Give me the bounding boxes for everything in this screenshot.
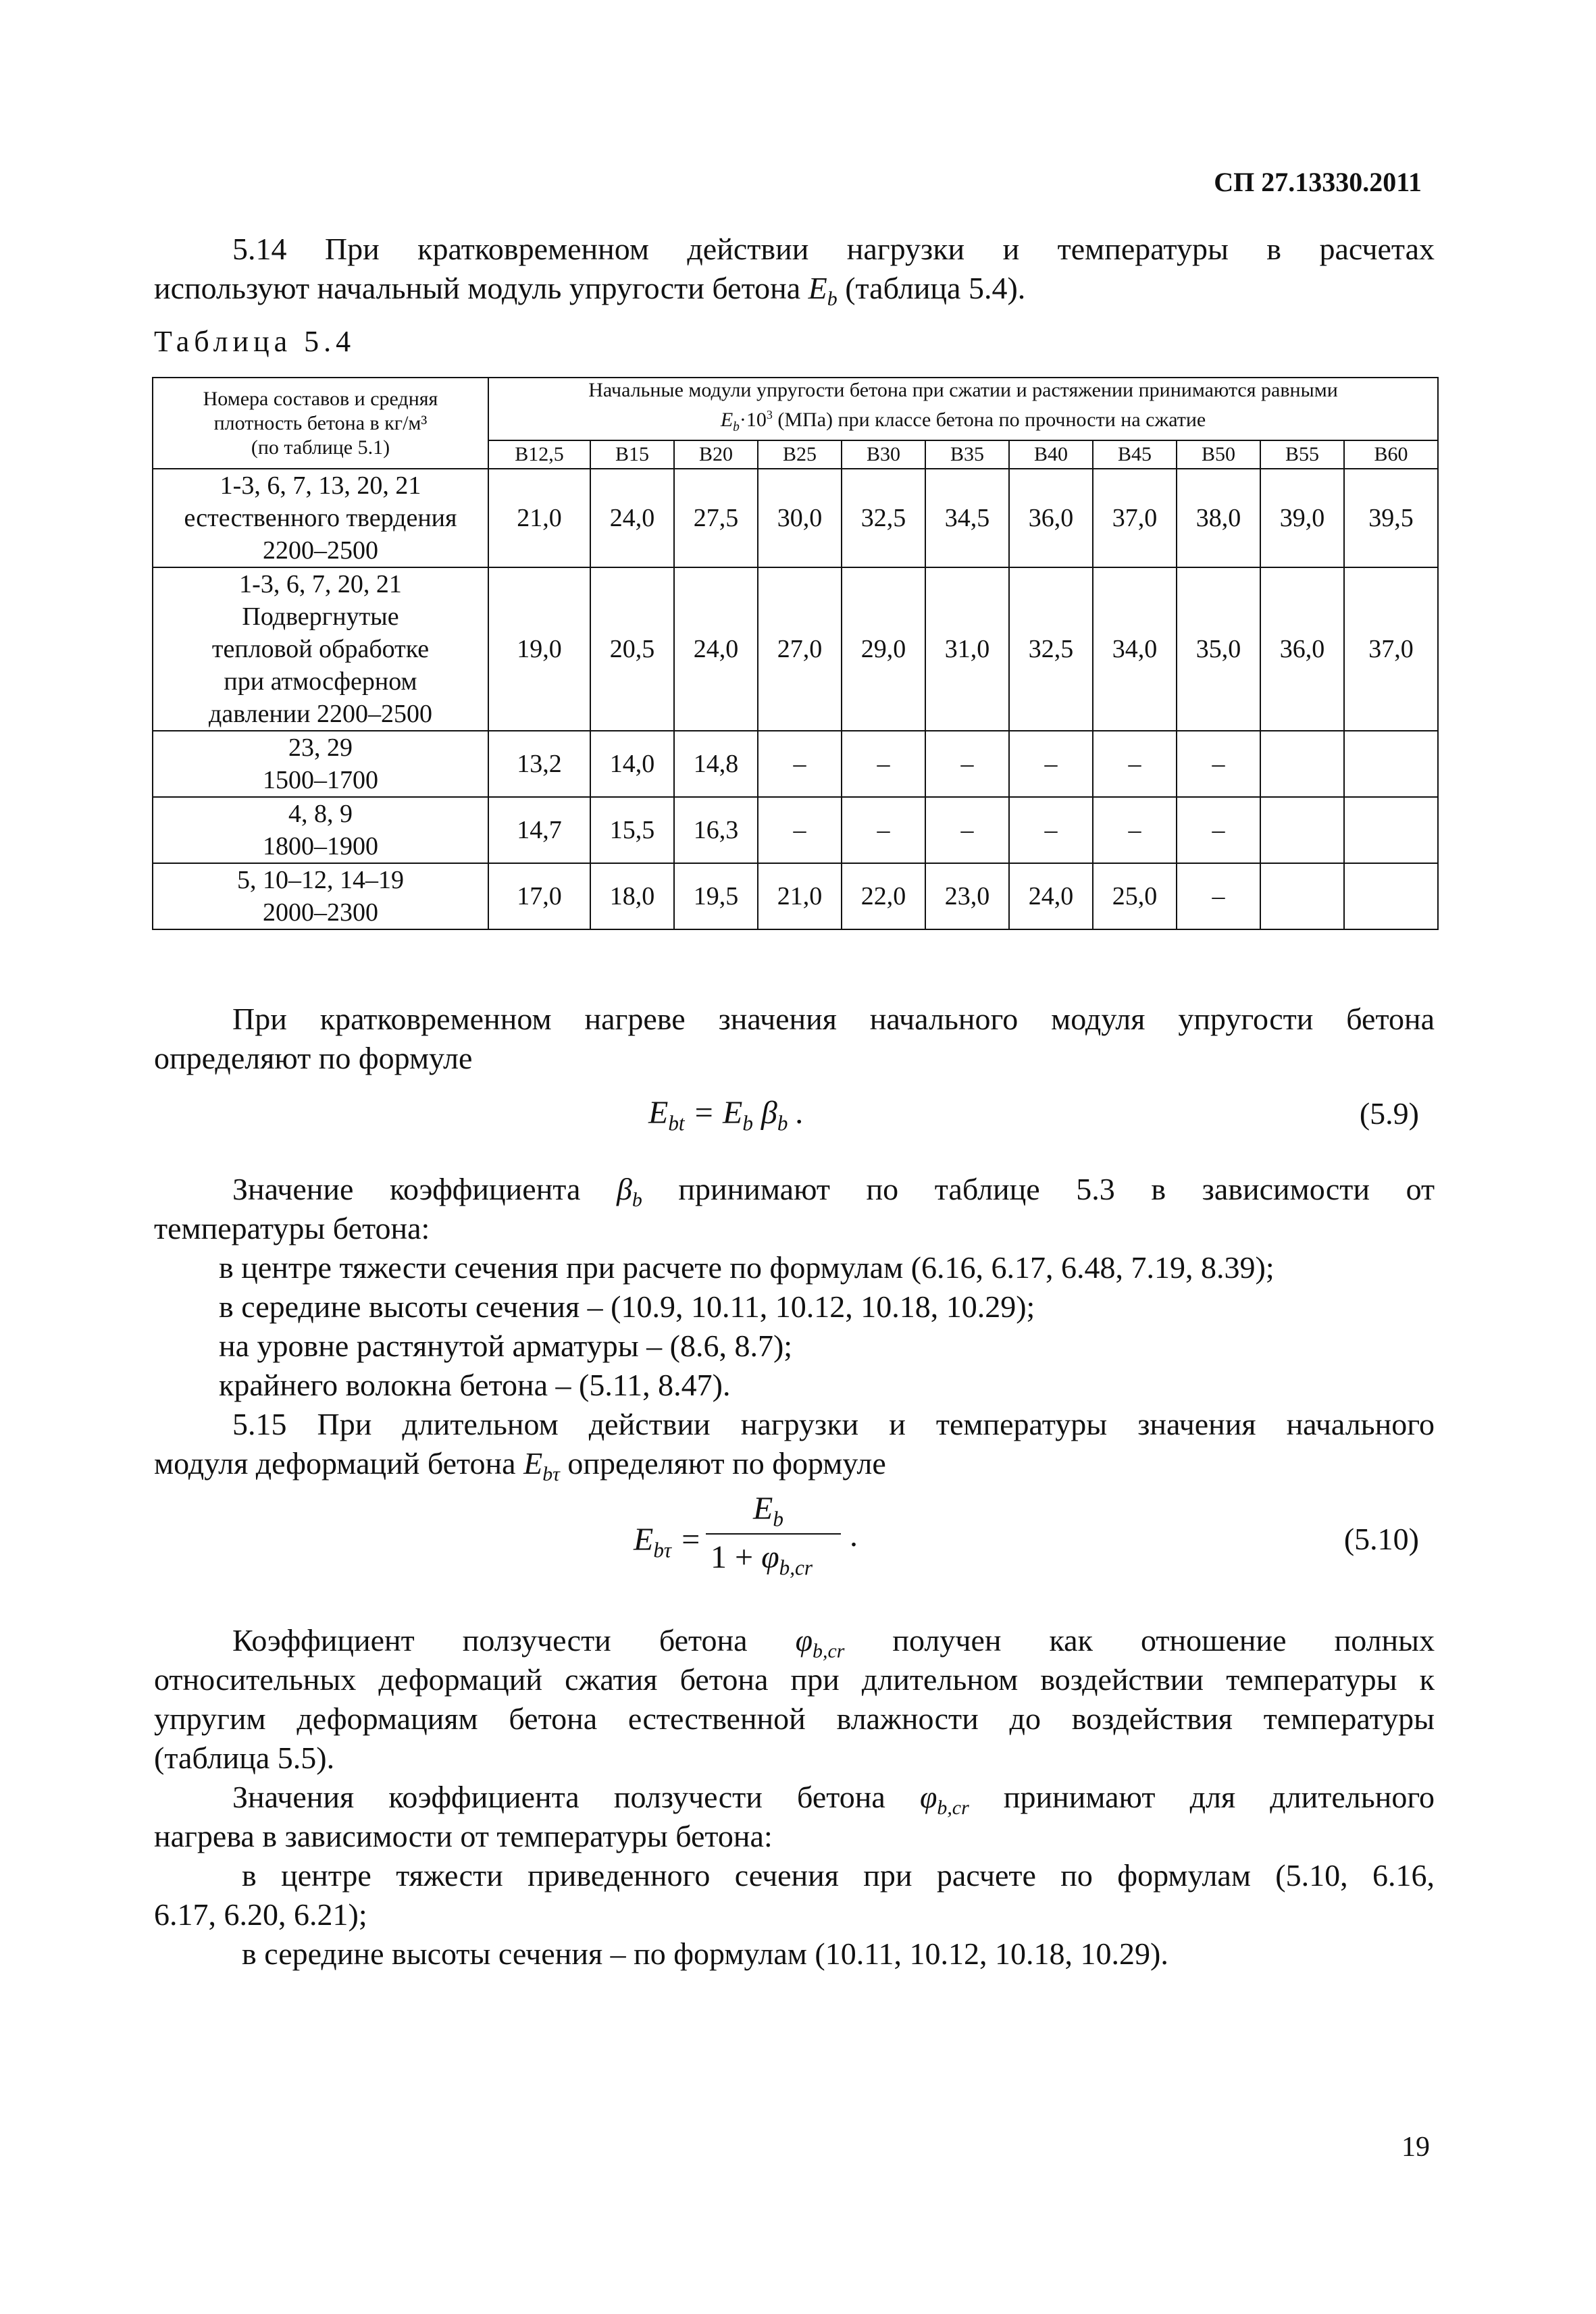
modulus-value-cell: 21,0	[488, 469, 590, 567]
section-5-15-line-2: модуля деформаций бетона $E_{b\tau}$ определяют по формуле	[154, 1446, 886, 1486]
modulus-value-cell: 31,0	[925, 567, 1009, 731]
modulus-value-cell: 38,0	[1177, 469, 1260, 567]
table-header-modulus: Начальные модули упругости бетона при сжатии и растяжении принимаются равными $E_b\cdot 10^3$ (МПа) при классе бетона по прочности на сжатие	[488, 378, 1438, 440]
modulus-value-cell	[1260, 863, 1344, 929]
beta-item-2: в середине высоты сечения – (10.9, 10.11, 10.12, 10.18, 10.29);	[219, 1289, 1035, 1324]
modulus-value-cell	[1260, 731, 1344, 797]
creep-item-1-line-2: 6.17, 6.20, 6.21);	[154, 1897, 367, 1932]
formula-5-10-number: (5.10)	[1343, 1522, 1419, 1556]
modulus-value-cell	[1260, 797, 1344, 863]
modulus-value-cell: 34,0	[1093, 567, 1177, 731]
modulus-value-cell: 37,0	[1344, 567, 1438, 731]
table-caption: Таблица 5.4	[154, 325, 356, 358]
formula-5-9-number: (5.9)	[1359, 1096, 1419, 1131]
modulus-value-cell: –	[1177, 863, 1260, 929]
modulus-value-cell: –	[1009, 731, 1093, 797]
para-heat-line-2: определяют по формуле	[154, 1041, 473, 1075]
row-label: 5, 10–12, 14–19 2000–2300	[153, 863, 488, 929]
modulus-value-cell: 39,5	[1344, 469, 1438, 567]
modulus-value-cell: 23,0	[925, 863, 1009, 929]
modulus-value-cell: 24,0	[674, 567, 758, 731]
modulus-value-cell: –	[1177, 731, 1260, 797]
table-row	[153, 731, 1438, 797]
concrete-class-header: B35	[925, 440, 1009, 469]
concrete-class-header: B20	[674, 440, 758, 469]
modulus-value-cell: –	[1177, 797, 1260, 863]
modulus-value-cell: 15,5	[590, 797, 674, 863]
modulus-value-cell: 22,0	[842, 863, 925, 929]
para-creep-line-2: относительных деформаций сжатия бетона при длительном воздействии температуры к	[154, 1662, 1435, 1697]
modulus-value-cell: 20,5	[590, 567, 674, 731]
creep-item-2: в середине высоты сечения – по формулам (10.11, 10.12, 10.18, 10.29).	[242, 1936, 1168, 1971]
creep-item-1-line-1: в центре тяжести приведенного сечения при расчете по формулам (5.10, 6.16,	[242, 1858, 1435, 1893]
section-5-14-line-2: используют начальный модуль упругости бетона $E_b$ (таблица 5.4).	[154, 271, 1026, 311]
modulus-value-cell: 24,0	[590, 469, 674, 567]
beta-item-1: в центре тяжести сечения при расчете по формулам (6.16, 6.17, 6.48, 7.19, 8.39);	[219, 1250, 1275, 1285]
para-creep-values-line-2: нагрева в зависимости от температуры бетона:	[154, 1819, 773, 1853]
modulus-value-cell: 36,0	[1009, 469, 1093, 567]
modulus-value-cell: 16,3	[674, 797, 758, 863]
modulus-value-cell: 37,0	[1093, 469, 1177, 567]
concrete-class-header: B40	[1009, 440, 1093, 469]
modulus-value-cell: 14,0	[590, 731, 674, 797]
modulus-value-cell: –	[758, 797, 842, 863]
para-beta-line-1: Значение коэффициента $\beta_b$ принимают по таблице 5.3 в зависимости от	[232, 1172, 1435, 1212]
row-label: 1-3, 6, 7, 20, 21 Подвергнутые тепловой обработке при атмосферном давлении 2200–2500	[153, 567, 488, 731]
modulus-value-cell: –	[758, 731, 842, 797]
elastic-modulus-table	[152, 377, 1439, 930]
para-creep-line-3: упругим деформациям бетона естественной влажности до воздействия температуры	[154, 1701, 1435, 1736]
concrete-class-header: B12,5	[488, 440, 590, 469]
concrete-class-header: B25	[758, 440, 842, 469]
modulus-value-cell: 19,0	[488, 567, 590, 731]
modulus-value-cell: 14,7	[488, 797, 590, 863]
concrete-class-header: B45	[1093, 440, 1177, 469]
table-row	[153, 863, 1438, 929]
modulus-value-cell	[1344, 863, 1438, 929]
fraction-bar	[706, 1533, 841, 1535]
row-label: 23, 29 1500–1700	[153, 731, 488, 797]
modulus-value-cell: 35,0	[1177, 567, 1260, 731]
modulus-value-cell: 32,5	[1009, 567, 1093, 731]
modulus-value-cell: 32,5	[842, 469, 925, 567]
modulus-value-cell: 30,0	[758, 469, 842, 567]
page-number: 19	[1401, 2132, 1430, 2163]
modulus-value-cell: 27,0	[758, 567, 842, 731]
table-header-composition: Номера составов и средняя плотность бетона в кг/м³ (по таблице 5.1)	[153, 378, 488, 469]
concrete-class-header: B60	[1344, 440, 1438, 469]
formula-5-10-numerator: $E_b$	[753, 1491, 783, 1531]
concrete-class-header: B30	[842, 440, 925, 469]
modulus-value-cell: 13,2	[488, 731, 590, 797]
concrete-class-header: B15	[590, 440, 674, 469]
beta-item-3: на уровне растянутой арматуры – (8.6, 8.7);	[219, 1329, 793, 1363]
row-label: 4, 8, 9 1800–1900	[153, 797, 488, 863]
modulus-value-cell: 27,5	[674, 469, 758, 567]
modulus-value-cell	[1344, 797, 1438, 863]
modulus-value-cell	[1344, 731, 1438, 797]
modulus-value-cell: 21,0	[758, 863, 842, 929]
formula-5-10-lhs: $E_{b\tau}$ =	[634, 1522, 702, 1562]
modulus-value-cell: 14,8	[674, 731, 758, 797]
modulus-value-cell: 36,0	[1260, 567, 1344, 731]
modulus-value-cell: 25,0	[1093, 863, 1177, 929]
modulus-value-cell: –	[1093, 731, 1177, 797]
formula-5-10-tail: .	[850, 1518, 858, 1553]
modulus-value-cell: 34,5	[925, 469, 1009, 567]
modulus-value-cell: 29,0	[842, 567, 925, 731]
concrete-class-header: B55	[1260, 440, 1344, 469]
modulus-value-cell: 24,0	[1009, 863, 1093, 929]
modulus-value-cell: 19,5	[674, 863, 758, 929]
row-label: 1-3, 6, 7, 13, 20, 21 естественного твердения 2200–2500	[153, 469, 488, 567]
para-creep-line-1: Коэффициент ползучести бетона $\varphi_{b,cr}$ получен как отношение полных	[232, 1623, 1435, 1663]
para-beta-line-2: температуры бетона:	[154, 1211, 430, 1245]
document-code-header: СП 27.13330.2011	[1214, 167, 1422, 197]
modulus-value-cell: 18,0	[590, 863, 674, 929]
modulus-value-cell: –	[1009, 797, 1093, 863]
section-5-15-line-1: 5.15 При длительном действии нагрузки и температуры значения начального	[232, 1407, 1435, 1441]
concrete-class-header: B50	[1177, 440, 1260, 469]
modulus-value-cell: –	[842, 731, 925, 797]
para-creep-values-line-1: Значения коэффициента ползучести бетона $\varphi_{b,cr}$ принимают для длительного	[232, 1780, 1435, 1820]
section-5-14-line-1: 5.14 При кратковременном действии нагрузки и температуры в расчетах	[232, 232, 1435, 266]
modulus-value-cell: 39,0	[1260, 469, 1344, 567]
modulus-value-cell: –	[925, 731, 1009, 797]
modulus-value-cell: –	[1093, 797, 1177, 863]
table-row	[153, 797, 1438, 863]
table-row	[153, 469, 1438, 567]
beta-item-4: крайнего волокна бетона – (5.11, 8.47).	[219, 1368, 731, 1402]
modulus-value-cell: –	[842, 797, 925, 863]
modulus-value-cell: 17,0	[488, 863, 590, 929]
formula-5-10-denominator: $1 + \varphi_{b,cr}$	[711, 1539, 813, 1580]
formula-5-9: $E_{bt} = E_b$ $\beta_b$ .	[648, 1095, 804, 1135]
para-heat-line-1: При кратковременном нагреве значения начального модуля упругости бетона	[232, 1002, 1435, 1036]
modulus-value-cell: –	[925, 797, 1009, 863]
para-creep-line-4: (таблица 5.5).	[154, 1741, 335, 1775]
table-row	[153, 567, 1438, 731]
